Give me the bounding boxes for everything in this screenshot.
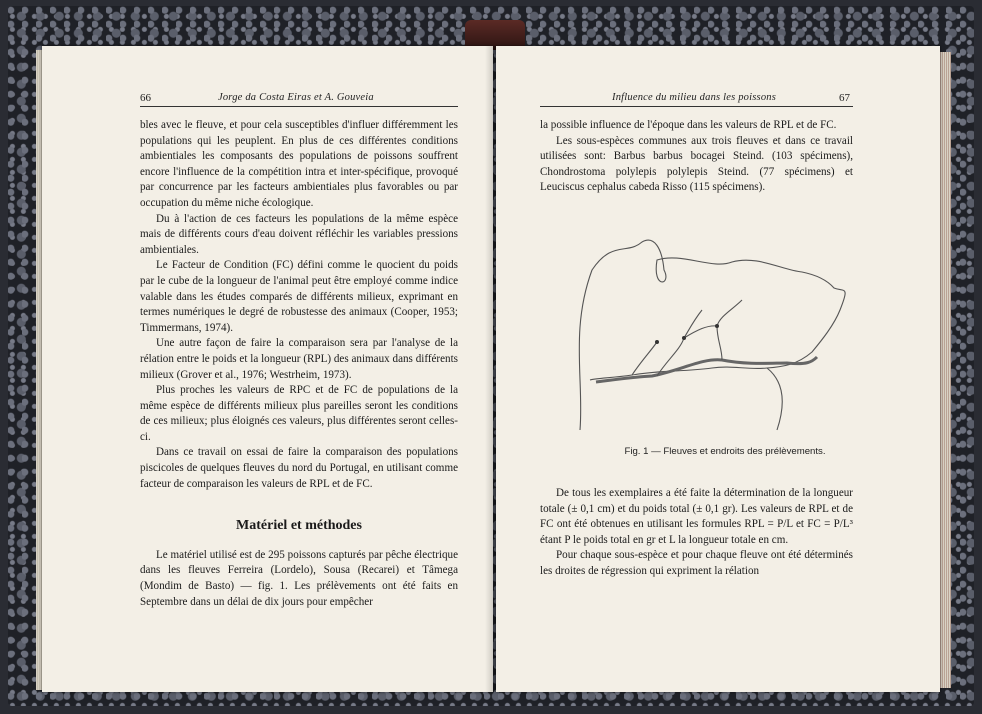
left-paragraph-1: bles avec le fleuve, et pour cela susceptibles d'influer différemment les populations qui les peuplent. En plus de ces différentes conditions ambientiales les composants des populations de poissons souffrent encore l'influence de la compétition intra et inter-spécifique, provoqué par concurrence par les facteurs ambientiales plus favorables ou par occupation du même niche écologique. (140, 119, 458, 209)
southern-line (767, 368, 782, 430)
page-edges-right (939, 52, 951, 688)
left-section-paragraph: Le matériel utilisé est de 295 poissons capturés par pêche électrique dans les fleuves Ferreira (Lordelo), Sousa (Recarei) et Tâmega (Mondim de Basto) — fig. 1. Les prélèvements ont été faits en Septembre dans un délai de dix jours pour empêcher (140, 548, 458, 608)
sampling-site-marker (715, 324, 719, 328)
river-map-figure (572, 230, 872, 435)
right-paragraph-2: Les sous-espèces communes aux trois fleuves et dans ce travail utilisées sont: Barbus barbus bocagei Steind. (103 spécimens), Chondrostoma polylepis polylepis Steind. (77 spécimens) et Leuciscus cephalus cabeda Risso (115 spécimens). (540, 134, 853, 194)
left-running-head: Jorge da Costa Eiras et A. Gouveia (218, 92, 374, 103)
right-paragraph-1: la possible influence de l'époque dans les valeurs de RPL et de FC. (540, 119, 837, 131)
figure-caption: Fig. 1 — Fleuves et endroits des prélèvements. (624, 446, 826, 457)
sampling-site-marker (682, 336, 686, 340)
right-text-column-bottom (540, 486, 853, 580)
left-paragraph-2: Du à l'action de ces facteurs les populations de la même espèce mais de différents cours d'eau doivent réfléchir les variables pressions ambientiales. (140, 212, 458, 256)
river-sousa (657, 310, 702, 376)
right-page-number: 67 (839, 92, 850, 104)
right-paragraph-4: Pour chaque sous-espèce et pour chaque fleuve ont été déterminés les droites de régression qui expriment la rélation (540, 549, 853, 577)
left-header-rule (140, 106, 458, 107)
right-running-head: Influence du milieu dans les poissons (612, 92, 777, 103)
right-text-column-top (540, 118, 853, 196)
left-paragraph-6: Dans ce travail on essai de faire la comparaison des populations piscicoles de quelques fleuves du nord du Portugal, en utilisant comme facteur de comparaison les valeurs de RPL et de FC. (140, 446, 458, 490)
river-map (572, 230, 872, 435)
right-header-rule (540, 106, 853, 107)
section-title: Matériel et méthodes (236, 518, 362, 534)
sampling-site-marker (655, 340, 659, 344)
left-paragraph-5: Plus proches les valeurs de RPC et de FC de populations de la même espèce de différents milieux plus pareilles seront les conditions de ces milieux; plus éloignés ces valeurs, plus différentes seront celles-ci. (140, 384, 458, 443)
right-paragraph-3: De tous les exemplaires a été faite la détermination de la longueur totale (± 0,1 cm) et du poids total (± 0,1 gr). Les valeurs de RPL et de FC ont été obtenues en utilisant les formules RPL = P/L et FC = P/L³ étant P le poids total en gr et L la longueur totale en cm. (540, 487, 853, 546)
left-paragraph-4: Une autre façon de faire la comparaison sera par l'analyse de la rélation entre le poids et la longueur (RPL) des animaux dans différents milieux (Grover et al., 1976; Westrheim, 1973). (140, 337, 458, 381)
left-text-column (140, 118, 458, 610)
river-ferreira (632, 342, 657, 375)
left-paragraph-3: Le Facteur de Condition (FC) défini comme le quocient du poids par le cube de la longueur de l'animal peut être employé comme indice valable dans les études comparés de différents milieux, exprimant en termes numériques le degré de robustesse des animaux (Cooper, 1953; Timmermans, 1974). (140, 259, 458, 334)
river-tributary (684, 326, 717, 338)
border-outline (579, 240, 845, 430)
left-page-number: 66 (140, 92, 151, 104)
river-tamega (717, 300, 742, 360)
river-douro (596, 357, 817, 382)
